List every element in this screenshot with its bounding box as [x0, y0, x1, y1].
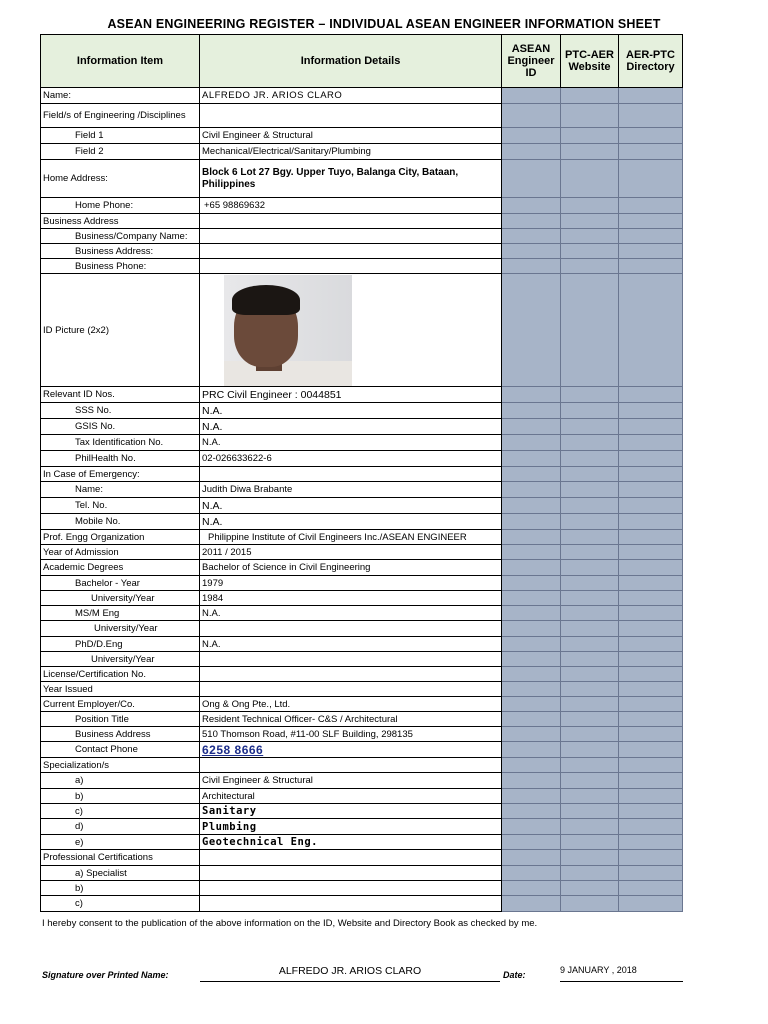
row-value-bachelor-year[interactable]: 1979	[200, 576, 502, 591]
row-label-sss: SSS No.	[41, 403, 200, 419]
asean-id-checkbox[interactable]	[502, 835, 561, 850]
asean-id-checkbox[interactable]	[502, 667, 561, 682]
row-value-bachelor-university[interactable]: 1984	[200, 591, 502, 606]
asean-id-checkbox[interactable]	[502, 637, 561, 652]
row-label-emergency-name: Name:	[41, 482, 200, 498]
row-label-gsis: GSIS No.	[41, 419, 200, 435]
directory-checkbox[interactable]	[619, 198, 683, 214]
row-label-cert-a: a) Specialist	[41, 866, 200, 881]
row-label-employer-address: Business Address	[41, 727, 200, 742]
asean-id-checkbox[interactable]	[502, 896, 561, 912]
row-label-prof-cert: Professional Certifications	[41, 850, 200, 866]
directory-checkbox[interactable]	[619, 214, 683, 229]
table-row	[41, 758, 683, 773]
asean-id-checkbox[interactable]	[502, 545, 561, 560]
table-row	[41, 621, 683, 637]
website-checkbox[interactable]	[561, 576, 619, 591]
directory-checkbox[interactable]	[619, 259, 683, 274]
row-value-emergency-tel[interactable]: N.A.	[200, 498, 502, 514]
row-label-spec-d: d)	[41, 819, 200, 835]
website-checkbox[interactable]	[561, 88, 619, 104]
header-information-details: Information Details	[200, 35, 502, 88]
table-row	[41, 697, 683, 712]
website-checkbox[interactable]	[561, 160, 619, 198]
directory-checkbox[interactable]	[619, 274, 683, 387]
asean-id-checkbox[interactable]	[502, 419, 561, 435]
row-label-year-issued: Year Issued	[41, 682, 200, 697]
asean-id-checkbox[interactable]	[502, 819, 561, 835]
table-row	[41, 667, 683, 682]
website-checkbox[interactable]	[561, 259, 619, 274]
website-checkbox[interactable]	[561, 274, 619, 387]
asean-id-checkbox[interactable]	[502, 160, 561, 198]
website-checkbox[interactable]	[561, 606, 619, 621]
asean-id-checkbox[interactable]	[502, 682, 561, 697]
directory-checkbox[interactable]	[619, 866, 683, 881]
directory-checkbox[interactable]	[619, 229, 683, 244]
header-information-item: Information Item	[41, 35, 200, 88]
row-label-bachelor-year: Bachelor - Year	[41, 576, 200, 591]
asean-id-checkbox[interactable]	[502, 88, 561, 104]
website-checkbox[interactable]	[561, 403, 619, 419]
asean-id-checkbox[interactable]	[502, 403, 561, 419]
row-value-field2[interactable]: Mechanical/Electrical/Sanitary/Plumbing	[200, 144, 502, 160]
row-value-emergency[interactable]	[200, 467, 502, 482]
row-value-spec-c[interactable]: Sanitary	[200, 804, 502, 819]
row-label-position: Position Title	[41, 712, 200, 727]
directory-checkbox[interactable]	[619, 451, 683, 467]
row-value-cert-b[interactable]	[200, 881, 502, 896]
asean-id-checkbox[interactable]	[502, 606, 561, 621]
row-value-home-phone[interactable]: +65 98869632	[200, 198, 502, 214]
website-checkbox[interactable]	[561, 482, 619, 498]
row-value-phd[interactable]: N.A.	[200, 637, 502, 652]
asean-id-checkbox[interactable]	[502, 881, 561, 896]
contact-phone-link[interactable]: 6258 8666	[202, 742, 264, 757]
row-label-license: License/Certification No.	[41, 667, 200, 682]
row-label-emergency-mobile: Mobile No.	[41, 514, 200, 530]
table-row	[41, 229, 683, 244]
row-value-field1[interactable]: Civil Engineer & Structural	[200, 128, 502, 144]
asean-id-checkbox[interactable]	[502, 229, 561, 244]
table-row	[41, 606, 683, 621]
directory-checkbox[interactable]	[619, 637, 683, 652]
website-checkbox[interactable]	[561, 560, 619, 576]
row-label-home-phone: Home Phone:	[41, 198, 200, 214]
row-value-prof-cert[interactable]	[200, 850, 502, 866]
row-label-cert-b: b)	[41, 881, 200, 896]
row-label-spec-a: a)	[41, 773, 200, 789]
directory-checkbox[interactable]	[619, 758, 683, 773]
table-row	[41, 712, 683, 727]
website-checkbox[interactable]	[561, 697, 619, 712]
row-value-emergency-name[interactable]: Judith Diwa Brabante	[200, 482, 502, 498]
row-value-business-phone[interactable]	[200, 259, 502, 274]
website-checkbox[interactable]	[561, 621, 619, 637]
row-label-ms-university: University/Year	[41, 621, 200, 637]
sheet-title: ASEAN ENGINEERING REGISTER – INDIVIDUAL ASEAN ENGINEER INFORMATION SHEET	[107, 17, 661, 31]
website-checkbox[interactable]	[561, 866, 619, 881]
row-label-spec-b: b)	[41, 789, 200, 804]
row-value-business-address[interactable]	[200, 244, 502, 259]
row-label-emergency-tel: Tel. No.	[41, 498, 200, 514]
directory-checkbox[interactable]	[619, 403, 683, 419]
directory-checkbox[interactable]	[619, 835, 683, 850]
website-checkbox[interactable]	[561, 850, 619, 866]
website-checkbox[interactable]	[561, 419, 619, 435]
table-row	[41, 576, 683, 591]
asean-id-checkbox[interactable]	[502, 274, 561, 387]
website-checkbox[interactable]	[561, 214, 619, 229]
directory-checkbox[interactable]	[619, 560, 683, 576]
website-checkbox[interactable]	[561, 819, 619, 835]
row-label-prof-org: Prof. Engg Organization	[41, 530, 200, 545]
asean-id-checkbox[interactable]	[502, 214, 561, 229]
directory-checkbox[interactable]	[619, 244, 683, 259]
table-row	[41, 652, 683, 667]
website-checkbox[interactable]	[561, 387, 619, 403]
table-row	[41, 144, 683, 160]
table-row	[41, 866, 683, 881]
row-value-cert-a[interactable]	[200, 866, 502, 881]
row-label-specialization: Specialization/s	[41, 758, 200, 773]
table-row	[41, 560, 683, 576]
row-value-prof-org[interactable]: Philippine Institute of Civil Engineers Inc./ASEAN ENGINEER	[200, 530, 502, 545]
directory-checkbox[interactable]	[619, 773, 683, 789]
website-checkbox[interactable]	[561, 128, 619, 144]
website-checkbox[interactable]	[561, 773, 619, 789]
directory-checkbox[interactable]	[619, 514, 683, 530]
directory-checkbox[interactable]	[619, 160, 683, 198]
row-label-cert-c: c)	[41, 896, 200, 912]
row-label-contact-phone: Contact Phone	[41, 742, 200, 758]
asean-id-checkbox[interactable]	[502, 387, 561, 403]
table-row	[41, 419, 683, 435]
row-value-home-address[interactable]: Block 6 Lot 27 Bgy. Upper Tuyo, Balanga City, Bataan, Philippines	[200, 160, 502, 198]
website-checkbox[interactable]	[561, 514, 619, 530]
website-checkbox[interactable]	[561, 652, 619, 667]
row-value-specialization[interactable]	[200, 758, 502, 773]
directory-checkbox[interactable]	[619, 435, 683, 451]
row-value-ms-university[interactable]	[200, 621, 502, 637]
row-label-field1: Field 1	[41, 128, 200, 144]
row-label-ms: MS/M Eng	[41, 606, 200, 621]
row-value-contact-phone[interactable]	[200, 742, 502, 758]
table-row	[41, 467, 683, 482]
website-checkbox[interactable]	[561, 896, 619, 912]
asean-id-checkbox[interactable]	[502, 482, 561, 498]
directory-checkbox[interactable]	[619, 482, 683, 498]
directory-checkbox[interactable]	[619, 128, 683, 144]
directory-checkbox[interactable]	[619, 387, 683, 403]
row-label-company-name: Business/Company Name:	[41, 229, 200, 244]
consent-statement: I hereby consent to the publication of the above information on the ID, Website and Directory Book as checked by me.	[42, 918, 538, 929]
date-field[interactable]: 9 JANUARY , 2018	[560, 965, 683, 982]
row-value-fields[interactable]	[200, 104, 502, 128]
row-label-tin: Tax Identification No.	[41, 435, 200, 451]
table-row	[41, 742, 683, 758]
asean-id-checkbox[interactable]	[502, 560, 561, 576]
directory-checkbox[interactable]	[619, 697, 683, 712]
directory-checkbox[interactable]	[619, 819, 683, 835]
table-row	[41, 850, 683, 866]
signature-label: Signature over Printed Name:	[42, 970, 169, 980]
header-asean-engineer-id: ASEAN Engineer ID	[502, 35, 561, 88]
row-label-employer: Current Employer/Co.	[41, 697, 200, 712]
asean-id-checkbox[interactable]	[502, 467, 561, 482]
directory-checkbox[interactable]	[619, 591, 683, 606]
asean-id-checkbox[interactable]	[502, 758, 561, 773]
row-label-bachelor-university: University/Year	[41, 591, 200, 606]
table-row	[41, 591, 683, 606]
asean-id-checkbox[interactable]	[502, 727, 561, 742]
table-row	[41, 881, 683, 896]
directory-checkbox[interactable]	[619, 881, 683, 896]
website-checkbox[interactable]	[561, 498, 619, 514]
website-checkbox[interactable]	[561, 545, 619, 560]
row-value-ms[interactable]: N.A.	[200, 606, 502, 621]
website-checkbox[interactable]	[561, 144, 619, 160]
directory-checkbox[interactable]	[619, 498, 683, 514]
row-label-id-picture: ID Picture (2x2)	[41, 274, 200, 387]
website-checkbox[interactable]	[561, 244, 619, 259]
directory-checkbox[interactable]	[619, 545, 683, 560]
row-value-name[interactable]: ALFREDO JR. ARIOS CLARO	[200, 88, 502, 104]
row-label-emergency: In Case of Emergency:	[41, 467, 200, 482]
row-label-spec-e: e)	[41, 835, 200, 850]
website-checkbox[interactable]	[561, 435, 619, 451]
row-value-relevant-id[interactable]: PRC Civil Engineer : 0044851	[200, 387, 502, 403]
row-value-degrees[interactable]: Bachelor of Science in Civil Engineering	[200, 560, 502, 576]
table-row	[41, 451, 683, 467]
table-row	[41, 835, 683, 850]
asean-id-checkbox[interactable]	[502, 498, 561, 514]
table-header-row	[41, 35, 683, 88]
directory-checkbox[interactable]	[619, 804, 683, 819]
asean-id-checkbox[interactable]	[502, 451, 561, 467]
website-checkbox[interactable]	[561, 835, 619, 850]
directory-checkbox[interactable]	[619, 742, 683, 758]
table-row	[41, 896, 683, 912]
row-label-spec-c: c)	[41, 804, 200, 819]
table-row	[41, 128, 683, 144]
row-label-phd-university: University/Year	[41, 652, 200, 667]
asean-id-checkbox[interactable]	[502, 804, 561, 819]
directory-checkbox[interactable]	[619, 667, 683, 682]
signature-field[interactable]: ALFREDO JR. ARIOS CLARO	[200, 965, 500, 982]
table-row	[41, 545, 683, 560]
website-checkbox[interactable]	[561, 804, 619, 819]
row-label-degrees: Academic Degrees	[41, 560, 200, 576]
row-value-license[interactable]	[200, 667, 502, 682]
website-checkbox[interactable]	[561, 789, 619, 804]
asean-id-checkbox[interactable]	[502, 866, 561, 881]
date-label: Date:	[503, 970, 526, 980]
asean-id-checkbox[interactable]	[502, 514, 561, 530]
asean-id-checkbox[interactable]	[502, 128, 561, 144]
row-label-business-address: Business Address:	[41, 244, 200, 259]
table-row	[41, 530, 683, 545]
row-value-company-name[interactable]	[200, 229, 502, 244]
table-row	[41, 804, 683, 819]
table-row	[41, 682, 683, 697]
asean-id-checkbox[interactable]	[502, 742, 561, 758]
table-row	[41, 789, 683, 804]
website-checkbox[interactable]	[561, 881, 619, 896]
asean-id-checkbox[interactable]	[502, 850, 561, 866]
table-row	[41, 198, 683, 214]
asean-id-checkbox[interactable]	[502, 621, 561, 637]
website-checkbox[interactable]	[561, 758, 619, 773]
row-label-field2: Field 2	[41, 144, 200, 160]
directory-checkbox[interactable]	[619, 576, 683, 591]
website-checkbox[interactable]	[561, 591, 619, 606]
row-label-name: Name:	[41, 88, 200, 104]
row-value-year-admission[interactable]: 2011 / 2015	[200, 545, 502, 560]
website-checkbox[interactable]	[561, 104, 619, 128]
website-checkbox[interactable]	[561, 198, 619, 214]
directory-checkbox[interactable]	[619, 789, 683, 804]
row-value-employer[interactable]: Ong & Ong Pte., Ltd.	[200, 697, 502, 712]
asean-id-checkbox[interactable]	[502, 576, 561, 591]
table-row	[41, 403, 683, 419]
table-row	[41, 160, 683, 198]
directory-checkbox[interactable]	[619, 104, 683, 128]
row-label-year-admission: Year of Admission	[41, 545, 200, 560]
row-value-id-picture	[200, 274, 502, 387]
row-value-spec-e[interactable]: Geotechnical Eng.	[200, 835, 502, 850]
table-row	[41, 387, 683, 403]
asean-id-checkbox[interactable]	[502, 591, 561, 606]
row-value-philhealth[interactable]: 02-026633622-6	[200, 451, 502, 467]
directory-checkbox[interactable]	[619, 727, 683, 742]
directory-checkbox[interactable]	[619, 467, 683, 482]
directory-checkbox[interactable]	[619, 850, 683, 866]
website-checkbox[interactable]	[561, 727, 619, 742]
website-checkbox[interactable]	[561, 530, 619, 545]
website-checkbox[interactable]	[561, 467, 619, 482]
table-row	[41, 514, 683, 530]
table-row	[41, 482, 683, 498]
website-checkbox[interactable]	[561, 682, 619, 697]
row-label-business-address-header: Business Address	[41, 214, 200, 229]
table-row	[41, 274, 683, 387]
row-label-philhealth: PhilHealth No.	[41, 451, 200, 467]
table-row	[41, 214, 683, 229]
asean-id-checkbox[interactable]	[502, 435, 561, 451]
row-value-spec-d[interactable]: Plumbing	[200, 819, 502, 835]
asean-id-checkbox[interactable]	[502, 104, 561, 128]
directory-checkbox[interactable]	[619, 144, 683, 160]
asean-id-checkbox[interactable]	[502, 198, 561, 214]
row-label-fields: Field/s of Engineering /Disciplines	[41, 104, 200, 128]
website-checkbox[interactable]	[561, 667, 619, 682]
table-row	[41, 773, 683, 789]
table-row	[41, 88, 683, 104]
table-row	[41, 259, 683, 274]
header-aer-ptc-directory: AER-PTC Directory	[619, 35, 683, 88]
asean-id-checkbox[interactable]	[502, 652, 561, 667]
table-row	[41, 244, 683, 259]
row-value-emergency-mobile[interactable]: N.A.	[200, 514, 502, 530]
asean-id-checkbox[interactable]	[502, 259, 561, 274]
asean-id-checkbox[interactable]	[502, 530, 561, 545]
row-value-year-issued[interactable]	[200, 682, 502, 697]
asean-id-checkbox[interactable]	[502, 244, 561, 259]
row-value-business-address-header[interactable]	[200, 214, 502, 229]
website-checkbox[interactable]	[561, 637, 619, 652]
directory-checkbox[interactable]	[619, 606, 683, 621]
row-label-business-phone: Business Phone:	[41, 259, 200, 274]
asean-id-checkbox[interactable]	[502, 773, 561, 789]
website-checkbox[interactable]	[561, 712, 619, 727]
row-value-employer-address[interactable]: 510 Thomson Road, #11-00 SLF Building, 298135	[200, 727, 502, 742]
asean-id-checkbox[interactable]	[502, 789, 561, 804]
website-checkbox[interactable]	[561, 742, 619, 758]
table-row	[41, 727, 683, 742]
directory-checkbox[interactable]	[619, 896, 683, 912]
row-value-spec-b[interactable]: Architectural	[200, 789, 502, 804]
directory-checkbox[interactable]	[619, 652, 683, 667]
row-label-relevant-id: Relevant ID Nos.	[41, 387, 200, 403]
asean-id-checkbox[interactable]	[502, 712, 561, 727]
row-value-position[interactable]: Resident Technical Officer- C&S / Architectural	[200, 712, 502, 727]
directory-checkbox[interactable]	[619, 712, 683, 727]
table-row	[41, 104, 683, 128]
asean-id-checkbox[interactable]	[502, 144, 561, 160]
directory-checkbox[interactable]	[619, 682, 683, 697]
row-label-phd: PhD/D.Eng	[41, 637, 200, 652]
table-row	[41, 819, 683, 835]
row-value-cert-c[interactable]	[200, 896, 502, 912]
information-table	[40, 34, 683, 912]
header-ptc-aer-website: PTC-AER Website	[561, 35, 619, 88]
row-value-phd-university[interactable]	[200, 652, 502, 667]
website-checkbox[interactable]	[561, 229, 619, 244]
directory-checkbox[interactable]	[619, 621, 683, 637]
directory-checkbox[interactable]	[619, 88, 683, 104]
website-checkbox[interactable]	[561, 451, 619, 467]
directory-checkbox[interactable]	[619, 530, 683, 545]
table-row	[41, 498, 683, 514]
row-label-home-address: Home Address:	[41, 160, 200, 198]
row-value-tin[interactable]: N.A.	[200, 435, 502, 451]
directory-checkbox[interactable]	[619, 419, 683, 435]
row-value-sss[interactable]: N.A.	[200, 403, 502, 419]
id-photo	[224, 275, 352, 386]
table-row	[41, 637, 683, 652]
asean-id-checkbox[interactable]	[502, 697, 561, 712]
row-value-gsis[interactable]: N.A.	[200, 419, 502, 435]
row-value-spec-a[interactable]: Civil Engineer & Structural	[200, 773, 502, 789]
table-row	[41, 435, 683, 451]
